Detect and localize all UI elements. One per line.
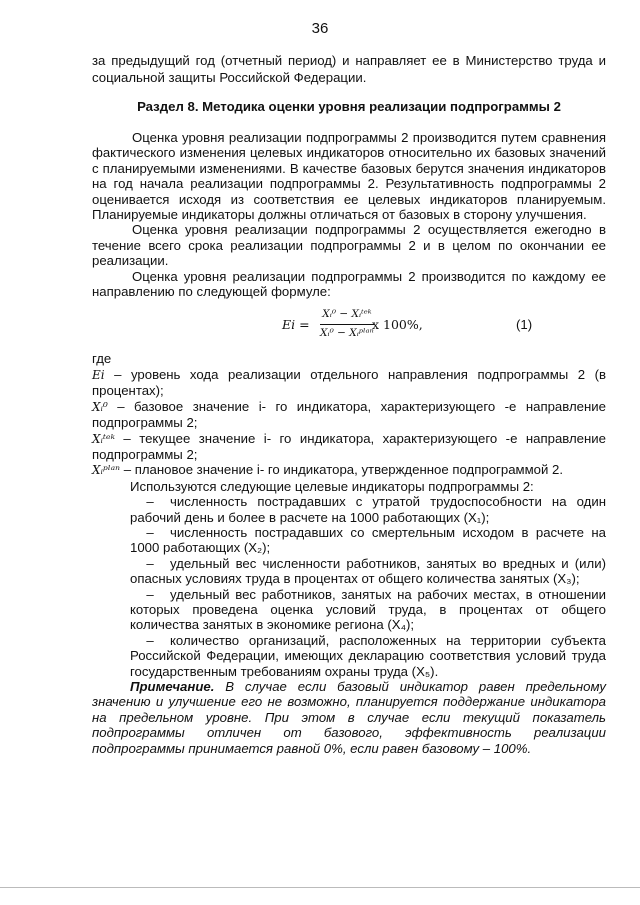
definition (92, 431, 606, 463)
list-item-text: численность пострадавших со смертельным исходом в расчете на 1000 работающих (X₂); (130, 524, 606, 556)
formula-numerator: Xᵢ⁰ − Xᵢᵗᵉᵏ (320, 307, 374, 324)
list-item (130, 525, 606, 556)
list-item (130, 556, 606, 587)
page-number: 36 (311, 20, 329, 37)
note-text: В случае если базовый индикатор равен предельному значению и улучшение его не возможно, планируется поддержание индикатора на предельном уровне. При этом в случае если текущий показатель подпрограммы отличен от базового, эффективность реализации подпрограммы принимается равной 0%, если равен базовому – 100%. (92, 679, 606, 756)
formula-number: (1) (516, 317, 533, 333)
definition-symbol: Xᵢᵖˡᵃⁿ (92, 463, 121, 478)
definition-text: – текущее значение i- го индикатора, характеризующего -е направление подпрограммы 2; (92, 430, 606, 462)
formula-fraction (320, 307, 374, 341)
dash-marker: – (146, 632, 154, 648)
lead-paragraph: за предыдущий год (отчетный период) и направляет ее в Министерство труда и социальной защиты Российской Федерации. (92, 53, 606, 85)
definition (92, 399, 606, 431)
list-item (130, 494, 606, 525)
paragraph: Оценка уровня реализации подпрограммы 2 осуществляется ежегодно в течение всего срока реализации подпрограммы 2 и в целом по окончании ее реализации. (92, 222, 606, 269)
paragraph: Оценка уровня реализации подпрограммы 2 производится по каждому ее направлению по следующей формуле: (92, 268, 606, 300)
section-heading: Раздел 8. Методика оценки уровня реализации подпрограммы 2 (137, 99, 561, 114)
dash-marker: – (146, 524, 154, 540)
note-label: Примечание. (130, 679, 215, 694)
dash-marker: – (146, 586, 154, 602)
formula-lhs: Ei = (282, 317, 310, 333)
definition-text: – базовое значение i- го индикатора, характеризующего -е направление подпрограммы 2; (92, 398, 606, 431)
section-body (92, 130, 606, 756)
dash-marker: – (146, 555, 154, 571)
definition-symbol: Ei (92, 367, 105, 382)
definition (92, 462, 606, 478)
paragraph: Оценка уровня реализации подпрограммы 2 производится путем сравнения фактического изменения целевых индикаторов относительно их базовых значений с планируемыми изменениями. В качестве базовых берутся значения индикаторов на год начала реализации подпрограммы 2. Результативность подпрограммы 2 оценивается исходя из соответствия ее целевых индикаторов планируемым. Планируемые индикаторы должны отличаться от базовых в сторону улучшения. (92, 130, 606, 223)
list-item (130, 587, 606, 633)
list-item (130, 633, 606, 679)
list-item-text: численность пострадавших с утратой трудоспособности на один рабочий день и более в расчете на 1000 работающих (X₁); (130, 494, 606, 525)
definition (92, 367, 606, 399)
list-item-text: количество организаций, расположенных на территории субъекта Российской Федерации, имеющих декларацию соответствия условий труда государственным требованиям охраны труда (X₅). (130, 632, 606, 679)
dash-marker: – (146, 494, 154, 510)
scan-edge-line (0, 887, 640, 888)
list-item-text: удельный вес работников, занятых на рабочих местах, в отношении которых проведена оценка условий труда, в процентах от общего количества занятых в экономике региона (X₄); (130, 586, 606, 633)
formula-denominator: Xᵢ⁰ − Xᵢᵖˡᵃⁿ (320, 326, 374, 339)
definition-text: – уровень хода реализации отдельного направления подпрограммы 2 (в процентах); (92, 366, 606, 399)
where-label: где (92, 351, 112, 367)
indicators-intro: Используются следующие целевые индикаторы подпрограммы 2: (130, 478, 534, 494)
list-item-text: удельный вес численности работников, занятых во вредных и (или) опасных условиях труда в процентах от общего количества занятых (X₃); (130, 555, 606, 587)
definition-symbol: Xᵢ⁰ (92, 399, 108, 414)
indicator-list (92, 479, 606, 679)
formula-multiplier: x 100%, (372, 317, 423, 333)
definition-text: – плановое значение i- го индикатора, утвержденное подпрограммой 2. (120, 462, 564, 478)
note-paragraph (92, 679, 606, 756)
definition-symbol: Xᵢᵗᵉᵏ (92, 431, 115, 446)
formula (92, 307, 606, 341)
